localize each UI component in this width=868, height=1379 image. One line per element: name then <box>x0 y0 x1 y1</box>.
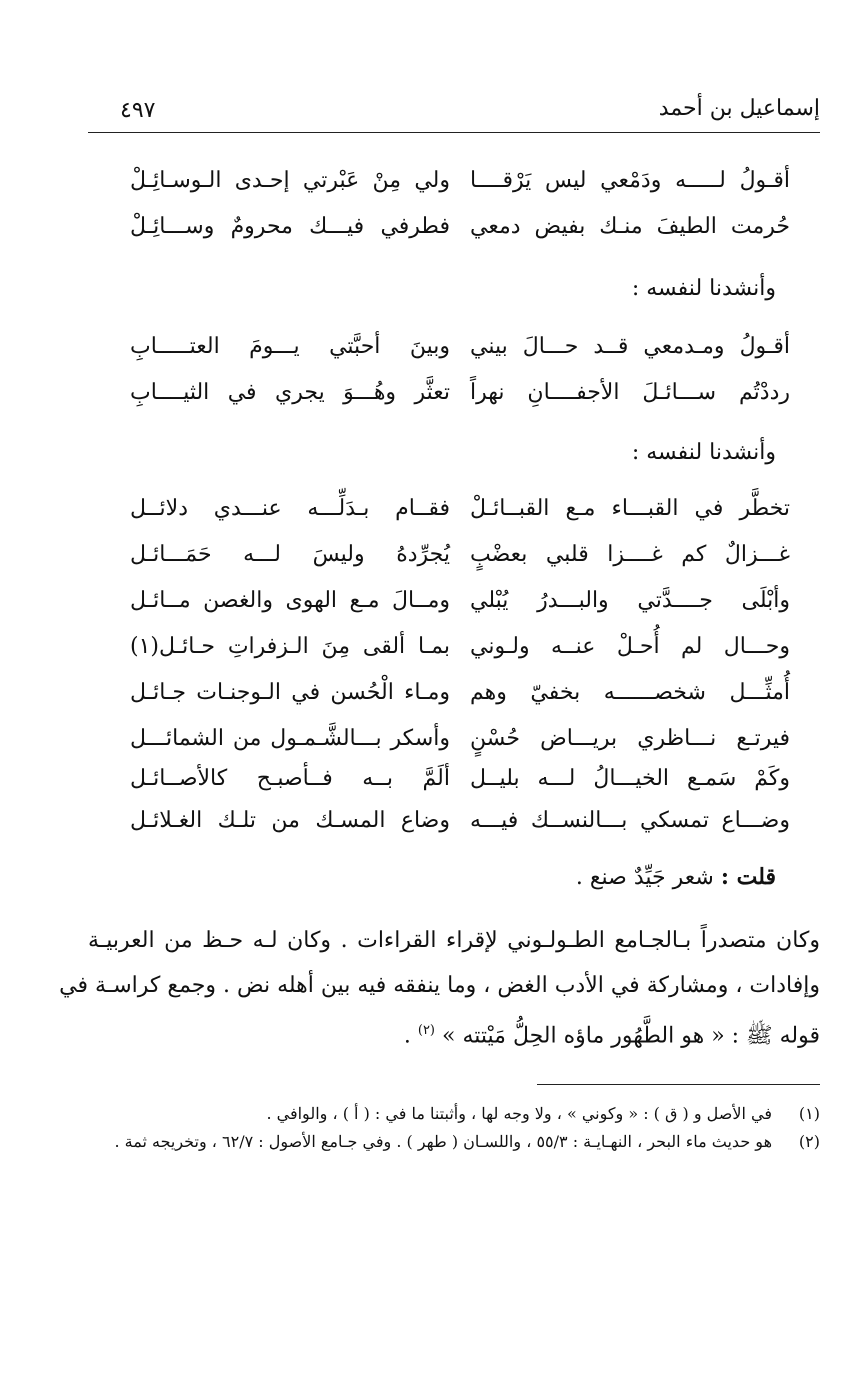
paragraph-line-text: قوله ﷺ : « هو الطَّهُور ماؤه الحِلُّ مَيْتته » <box>442 1023 820 1049</box>
verse-line <box>100 496 790 542</box>
verse-second-hemistich: ألَمَّ بــه فــأصبـح كالأصــائـل <box>130 766 450 791</box>
prose-paragraph <box>59 918 820 1058</box>
footnote-text: هو حديث ماء البحر ، النهـايـة : ٥٥/٣ ، واللسـان ( طهر ) . وفي جـامع الأصول : ٦٢/٧ ، وتخريجه ثمة . <box>114 1132 772 1151</box>
footnote <box>100 1128 820 1156</box>
footnotes <box>100 1100 820 1156</box>
poem-intro: وأنشدنا لنفسه : <box>631 276 776 301</box>
paragraph-line: وكان متصدراً بـالجـامع الطـولـوني لإقراء القراءات . وكان لـه حـظ من العربيـة <box>88 928 820 953</box>
verse-first-hemistich: وكَمْ سَمـع الخيـــالُ لـــه بليــل <box>470 766 790 791</box>
verse-second-hemistich: بمـا ألقى مِنَ الـزفراتِ حـائـل(١) <box>130 634 450 659</box>
verse-first-hemistich: وحـــال لم أُحـلْ عنــه ولـوني <box>470 634 790 659</box>
footnote-separator <box>537 1084 820 1085</box>
verse-first-hemistich: أقـولُ لـــــه ودَمْعي ليس يَرْقــــا <box>470 168 790 193</box>
footnote <box>100 1100 820 1128</box>
verse-line <box>100 680 790 726</box>
poem-intro: وأنشدنا لنفسه : <box>631 440 776 465</box>
verse-second-hemistich: ومـاء الْحُسن في الـوجنـات جـائـل <box>130 680 450 705</box>
verse-first-hemistich: وأبْلَى جــــدَّتي والبـــدرُ يُبْلي <box>470 588 790 613</box>
verse-line <box>100 588 790 634</box>
verse-first-hemistich: فيرتـع نـــاظري بريـــاض حُسْنٍ <box>470 726 790 751</box>
verse-line <box>100 214 790 260</box>
editor-comment <box>576 864 776 890</box>
verse-second-hemistich: وبينَ أحبَّتي يـــومَ العتـــــابِ <box>130 334 450 359</box>
verse-line <box>100 766 790 812</box>
verse-second-hemistich: فطرفي فيـــك محرومٌ وســـائِـلْ <box>130 214 450 239</box>
running-head: إسماعيل بن أحمد <box>658 96 820 121</box>
verse-line <box>100 542 790 588</box>
verse-first-hemistich: أُمثِّـــل شخصــــــه بخفيّ وهم <box>470 680 790 705</box>
verse-second-hemistich: فقــام بـدَلِّـــه عنـــدي دلائــل <box>130 496 450 521</box>
verse-second-hemistich: يُجرِّدهُ وليسَ لـــه حَمَـــائـل <box>130 542 450 567</box>
verse-first-hemistich: أقـولُ ومـدمعي قــد حـــالَ بيني <box>470 334 790 359</box>
footnote-text: في الأصل و ( ق ) : « وكوني » ، ولا وجه لها ، وأثبتنا ما في : ( أ ) ، والوافي . <box>266 1104 772 1123</box>
verse-line <box>100 334 790 380</box>
paragraph-line: قوله ﷺ : « هو الطَّهُور ماؤه الحِلُّ مَيْتته » $^{(٢)}$ . <box>403 1023 820 1049</box>
comment-text: شعر جَيِّدٌ صنع . <box>575 865 714 890</box>
verse-second-hemistich: وأسكر بـــالشَّـمـول من الشمائـــل <box>130 726 450 751</box>
page-header <box>88 96 820 133</box>
footnote-number: (٢) <box>798 1132 820 1151</box>
verse-second-hemistich: ولي مِنْ عَبْرتي إحـدى الـوسـائِـلْ <box>130 168 450 193</box>
page-number: ٤٩٧ <box>120 98 156 123</box>
footnote-number: (١) <box>798 1104 820 1123</box>
verse-second-hemistich: تعثَّر وهُـــوَ يجري في الثيــــابِ <box>130 380 450 405</box>
verse-first-hemistich: تخطَّر في القبـــاء مـع القبــائـلْ <box>470 496 790 521</box>
verse-first-hemistich: غـــزالٌ كم غــــزا قلبي بعضْبٍ <box>470 542 790 567</box>
verse-line <box>100 168 790 214</box>
verse-line <box>100 808 790 854</box>
verse-first-hemistich: رددْتُم ســـائـلَ الأجفــــانِ نهراً <box>470 380 790 405</box>
comment-label: قلت : <box>720 864 776 890</box>
verse-second-hemistich: وضاع المسـك من تلـك الغـلائـل <box>130 808 450 833</box>
verse-first-hemistich: وضـــاع تمسكي بـــالنســك فيـــه <box>470 808 790 833</box>
paragraph-line: وإفادات ، ومشاركة في الأدب الغض ، وما ينفقه فيه بين أهله نض . وجمع كراسـة في <box>59 973 820 998</box>
verse-line <box>100 634 790 680</box>
footnote-reference: (٢) <box>417 1023 435 1038</box>
verse-second-hemistich: ومــالَ مـع الهوى والغصن مــائـل <box>130 588 450 613</box>
verse-first-hemistich: حُرمت الطيفَ منـك بفيض دمعي <box>470 214 790 239</box>
verse-line <box>100 380 790 426</box>
